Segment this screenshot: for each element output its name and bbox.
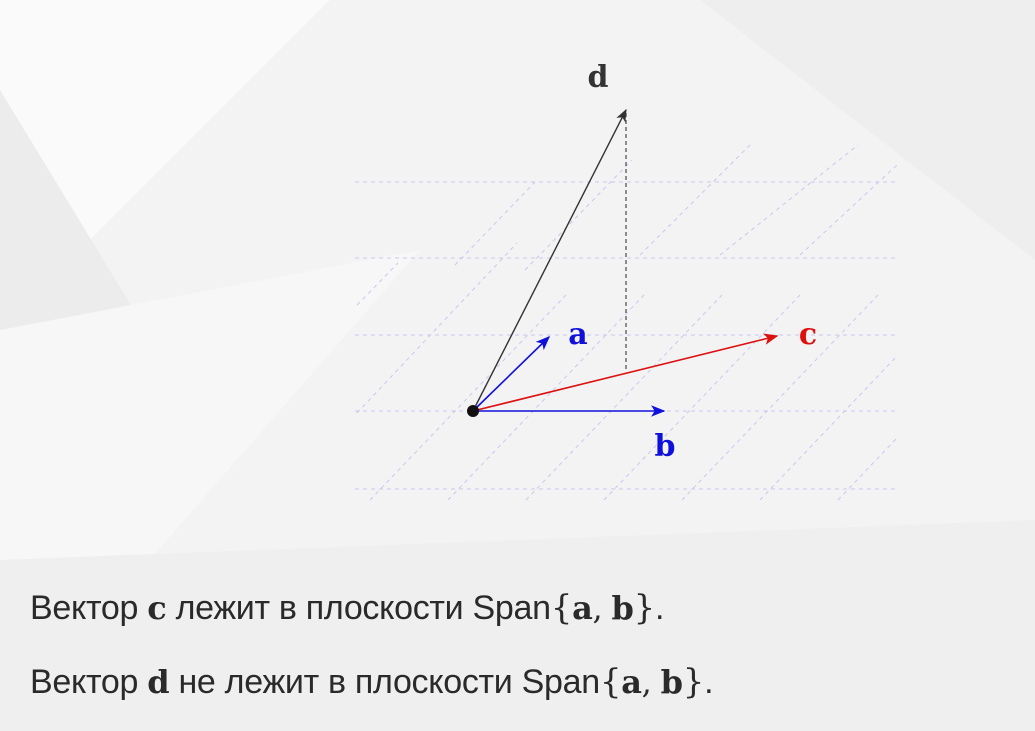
caption-2-middle: не лежит в плоскости Span — [178, 663, 600, 701]
grid-line-u1 — [455, 182, 535, 265]
grid-line-d7 — [682, 295, 878, 500]
grid-line-u4 — [720, 145, 858, 255]
grid-line-d6 — [604, 295, 800, 500]
caption-1-end: . — [654, 589, 665, 627]
label-a: a — [568, 317, 588, 352]
caption-vector-d — [30, 662, 713, 702]
grid-line-u5 — [800, 165, 897, 255]
caption-2-v1: a — [621, 663, 642, 701]
caption-2-open-brace: { — [599, 662, 622, 702]
label-c: c — [798, 317, 818, 352]
vector-c-arrow — [473, 336, 777, 411]
caption-1-v1: a — [572, 589, 593, 627]
caption-2-v2: b — [660, 663, 683, 701]
grid-line-d3 — [370, 295, 566, 500]
origin-point — [467, 405, 479, 417]
vector-a-arrow — [473, 337, 549, 411]
grid-line-d5 — [526, 295, 722, 500]
grid-line-d2 — [357, 243, 517, 413]
caption-1-open-brace: { — [550, 588, 573, 628]
vector-d-arrow — [473, 110, 626, 411]
caption-1-sep: , — [592, 589, 603, 627]
label-d: d — [587, 60, 609, 95]
caption-vector-c — [30, 588, 664, 628]
grid-line-u2 — [525, 160, 632, 270]
caption-1-vector: c — [147, 589, 167, 627]
grid-line-d8 — [760, 356, 897, 500]
grid-line-u3 — [640, 145, 750, 255]
caption-1-close-brace: } — [633, 588, 655, 628]
caption-1-middle: лежит в плоскости Span — [175, 589, 551, 627]
caption-2-end: . — [704, 663, 714, 701]
grid-line-d9 — [838, 438, 897, 500]
caption-1-before: Вектор — [30, 589, 139, 627]
grid-line-d4 — [448, 295, 644, 500]
caption-2-before: Вектор — [30, 663, 139, 701]
caption-2-vector: d — [147, 663, 170, 701]
label-b: b — [654, 429, 676, 464]
grid-line-d1 — [357, 263, 398, 305]
caption-2-sep: , — [641, 663, 652, 701]
caption-2-close-brace: } — [682, 662, 705, 702]
caption-1-v2: b — [611, 589, 634, 627]
